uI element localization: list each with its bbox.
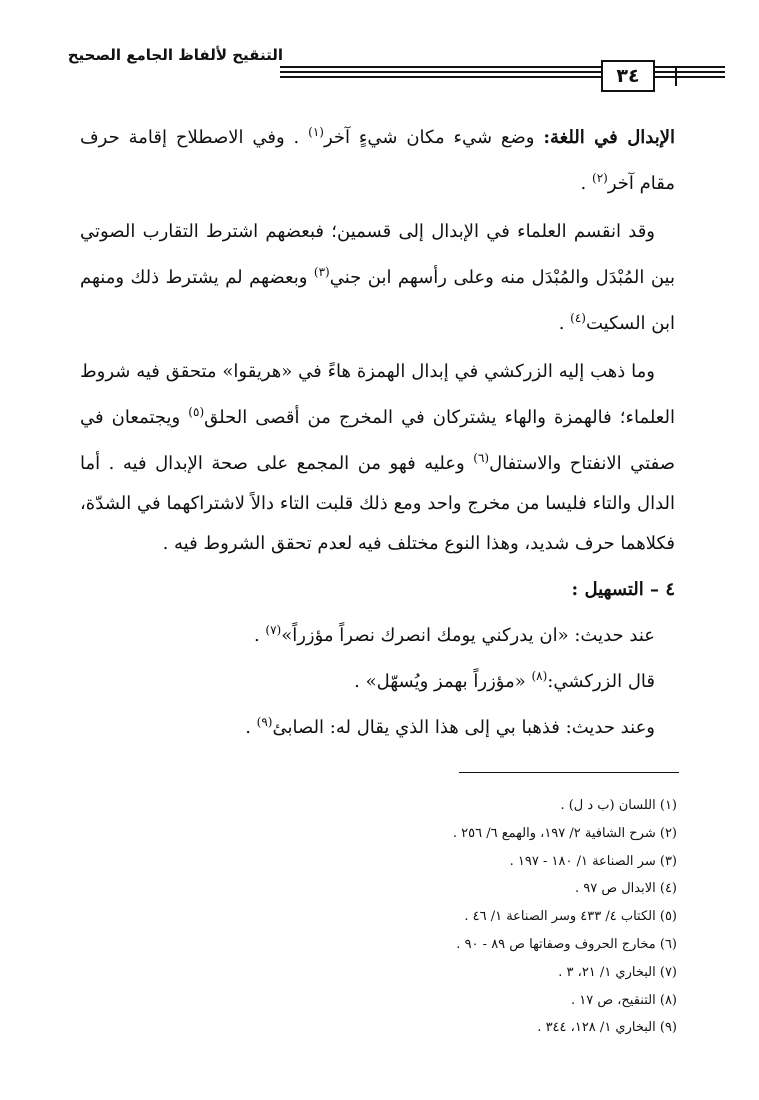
paragraph — [80, 656, 675, 702]
footnote-item: (٨) التنقيح، ص ١٧ . — [571, 992, 677, 1008]
paragraph — [80, 610, 675, 656]
footnotes-list — [77, 792, 677, 1042]
text-run: ويجتمعان في صفتي الانفتاح والاستفال — [80, 407, 676, 474]
footnote-ref[interactable]: (٦) — [473, 451, 490, 465]
header-rule — [675, 66, 677, 86]
footnote-ref[interactable]: (٩) — [256, 715, 273, 729]
footnote-ref[interactable]: (٤) — [570, 311, 586, 325]
text-run: . وفي الاصطلاح إقامة حرف مقام آخر — [80, 127, 675, 194]
text-run: . — [253, 625, 266, 646]
text-run: وما ذهب إليه الزركشي في إبدال الهمزة هاءً في «هريقوا» متحقق فيه شروط العلماء؛ فالهمزة والهاء يشتركان في المخرج من أقصى الحلق — [80, 361, 675, 428]
footnote-ref[interactable]: (٧) — [265, 623, 282, 637]
footnote-item: (٥) الكتاب ٤/ ٤٣٣ وسر الصناعة ١/ ٤٦ . — [464, 909, 677, 925]
paragraph — [80, 212, 675, 344]
footnote-ref[interactable]: (٨) — [531, 669, 548, 683]
footnote-ref[interactable]: (٥) — [188, 405, 205, 419]
footnote-item: (٣) سر الصناعة ١/ ١٨٠ - ١٩٧ . — [509, 853, 677, 869]
footnote-item: (١) اللسان (ب د ل) . — [560, 798, 677, 813]
running-title: التنقيح لألفاظ الجامع الصحيح — [67, 46, 283, 64]
footnote-item: (٦) مخارج الحروف وصفاتها ص ٨٩ - ٩٠ . — [456, 936, 677, 952]
main-text — [80, 112, 675, 748]
text-run: وضع شيء مكان شيءٍ آخر — [323, 127, 544, 148]
footnote-ref[interactable]: (٢) — [592, 171, 608, 185]
footnote-ref[interactable]: (١) — [308, 125, 324, 139]
text-run: «مؤزراً بهمز ويُسهّل» . — [354, 671, 532, 692]
text-run: عند حديث: «ان يدركني يومك انصرك نصراً مؤزراً» — [281, 625, 655, 646]
text-run: . — [558, 313, 571, 334]
paragraph — [80, 352, 675, 564]
paragraph — [80, 112, 675, 204]
section-heading: ٤ – التسهيل : — [571, 579, 675, 600]
text-run: وبعضهم لم يشترط ذلك ومنهم ابن السكيت — [80, 267, 675, 334]
footnote-ref[interactable]: (٣) — [313, 265, 330, 279]
text-run: . — [245, 717, 257, 738]
text-run: وعند حديث: فذهبا بي إلى هذا الذي يقال له: الصابئ — [272, 717, 655, 738]
term-label: الإبدال في اللغة: — [543, 127, 676, 148]
paragraph — [80, 702, 675, 748]
footnote-item: (٤) الابدال ص ٩٧ . — [574, 881, 677, 897]
text-run: وعليه فهو من المجمع على صحة الإبدال فيه . أما الدال والتاء فليسا من مخرج واحد ومع ذلك قلبت التاء دالاً لاشتراكهما في الشدّة، فكلاهما حرف شديد، وهذا النوع مختلف فيه لعدم تحقق الشروط فيه . — [80, 453, 675, 554]
header-rule — [677, 66, 725, 68]
header-rule — [677, 76, 725, 78]
header-rule — [677, 71, 725, 73]
footnote-separator — [459, 772, 679, 773]
text-run: وقد انقسم العلماء في الإبدال إلى قسمين؛ فبعضهم اشترط التقارب الصوتي بين المُبْدَل والمُبْدَل منه وعلى رأسهم ابن جني — [80, 221, 675, 288]
text-run: قال الزركشي: — [547, 671, 655, 692]
page-number: ٣٤ — [601, 60, 655, 92]
footnote-item: (٩) البخاري ١/ ١٢٨، ٣٤٤ . — [537, 1020, 677, 1036]
footnote-item: (٧) البخاري ١/ ٢١، ٣ . — [558, 964, 677, 980]
text-run: . — [580, 173, 592, 194]
footnote-item: (٢) شرح الشافية ٢/ ١٩٧، والهمع ٦/ ٢٥٦ . — [452, 825, 677, 841]
